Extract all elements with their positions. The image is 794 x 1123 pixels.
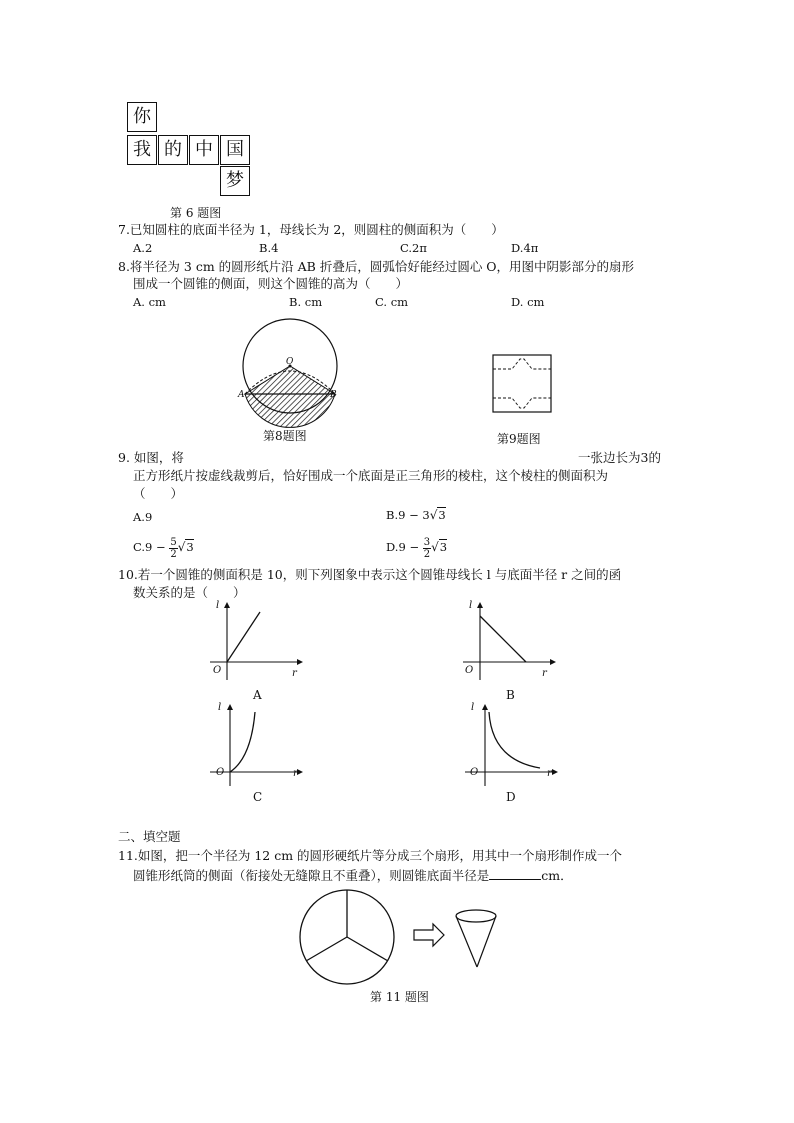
fig8-label-o: O <box>286 357 294 367</box>
graph-c-r-label: r <box>293 768 298 779</box>
q9-option-b: B.9 − 3√3 <box>386 508 446 522</box>
fig6-caption: 第 6 题图 <box>170 206 222 220</box>
q11-stem-line1: 11.如图，把一个半径为 12 cm 的圆形硬纸片等分成三个扇形，用其中一个扇形制作成一个 <box>118 848 623 863</box>
grid-cell: 我 <box>127 135 157 165</box>
q7-stem: 7.已知圆柱的底面半径为 1，母线长为 2，则圆柱的侧面积为（ ） <box>118 222 504 237</box>
graph-d-caption: D <box>506 790 516 804</box>
q10-stem-line1: 10.若一个圆锥的侧面积是 10，则下列图象中表示这个圆锥母线长 l 与底面半径 r 之间的函 <box>118 567 622 582</box>
graph-a-caption: A <box>253 688 262 702</box>
q8-stem-line2: 围成一个圆锥的侧面，则这个圆锥的高为（ ） <box>133 276 409 291</box>
fig11-caption: 第 11 题图 <box>370 990 429 1004</box>
graph-a-l-label: l <box>216 600 220 611</box>
fig9-diagram <box>492 354 552 414</box>
q8-option-a: A. cm <box>133 295 166 309</box>
q8-stem-line1: 8.将半径为 3 cm 的圆形纸片沿 AB 折叠后，圆弧恰好能经过圆心 O，用图中阴影部分的扇形 <box>118 259 635 274</box>
fig11-diagram <box>296 888 506 988</box>
q8-option-c: C. cm <box>375 295 409 309</box>
graph-d-o-label: O <box>470 767 479 778</box>
graph-d-l-label: l <box>471 702 475 713</box>
q8-option-d: D. cm <box>511 295 545 309</box>
fig8-label-b: B <box>330 390 337 400</box>
grid-cell: 梦 <box>220 166 250 196</box>
graph-c-o-label: O <box>216 767 225 778</box>
q9-stem-line3: （ ） <box>133 486 184 501</box>
q9-option-a: A.9 <box>133 510 153 524</box>
graph-b-o-label: O <box>465 665 474 676</box>
graph-d-r-label: r <box>547 768 552 779</box>
q7-option-d: D.4π <box>511 241 539 255</box>
graph-b-caption: B <box>506 688 515 702</box>
grid-cell: 你 <box>127 102 157 132</box>
q11-stem-line2: 圆锥形纸筒的侧面（衔接处无缝隙且不重叠），则圆锥底面半径是 cm． <box>133 868 573 883</box>
grid-cell: 国 <box>220 135 250 165</box>
section2-title: 二、填空题 <box>118 829 181 844</box>
graph-a-r-label: r <box>292 668 297 679</box>
q11-answer-blank[interactable] <box>489 867 541 880</box>
fig8-label-a: A <box>238 390 245 400</box>
q9-stem-line1-a: 9. 如图，将 <box>118 450 184 465</box>
q9-stem-line2: 正方形纸片按虚线裁剪后，恰好围成一个底面是正三角形的棱柱，这个棱柱的侧面积为 <box>133 468 609 483</box>
q9-option-c: C.9 − $\frac{5}{2}$ √3 <box>133 536 194 560</box>
grid-cell: 的 <box>158 135 188 165</box>
q9-stem-line1-b: 一张边长为3的 <box>578 450 661 465</box>
q7-option-b: B.4 <box>259 241 279 255</box>
fig8-caption: 第8题图 <box>263 429 307 443</box>
graph-c-l-label: l <box>218 702 222 713</box>
q9-option-d: D.9 − $\frac{3}{2}$ √3 <box>386 536 448 560</box>
q10-stem-line2: 数关系的是（ ） <box>133 585 246 600</box>
graph-b-r-label: r <box>542 668 547 679</box>
q7-option-a: A.2 <box>133 241 153 255</box>
grid-cell: 中 <box>189 135 219 165</box>
q7-option-c: C.2π <box>400 241 427 255</box>
q8-option-b: B. cm <box>289 295 323 309</box>
graph-b-l-label: l <box>469 600 473 611</box>
graph-a-o-label: O <box>213 665 222 676</box>
graph-c-caption: C <box>253 790 263 804</box>
fig9-caption: 第9题图 <box>497 432 541 446</box>
